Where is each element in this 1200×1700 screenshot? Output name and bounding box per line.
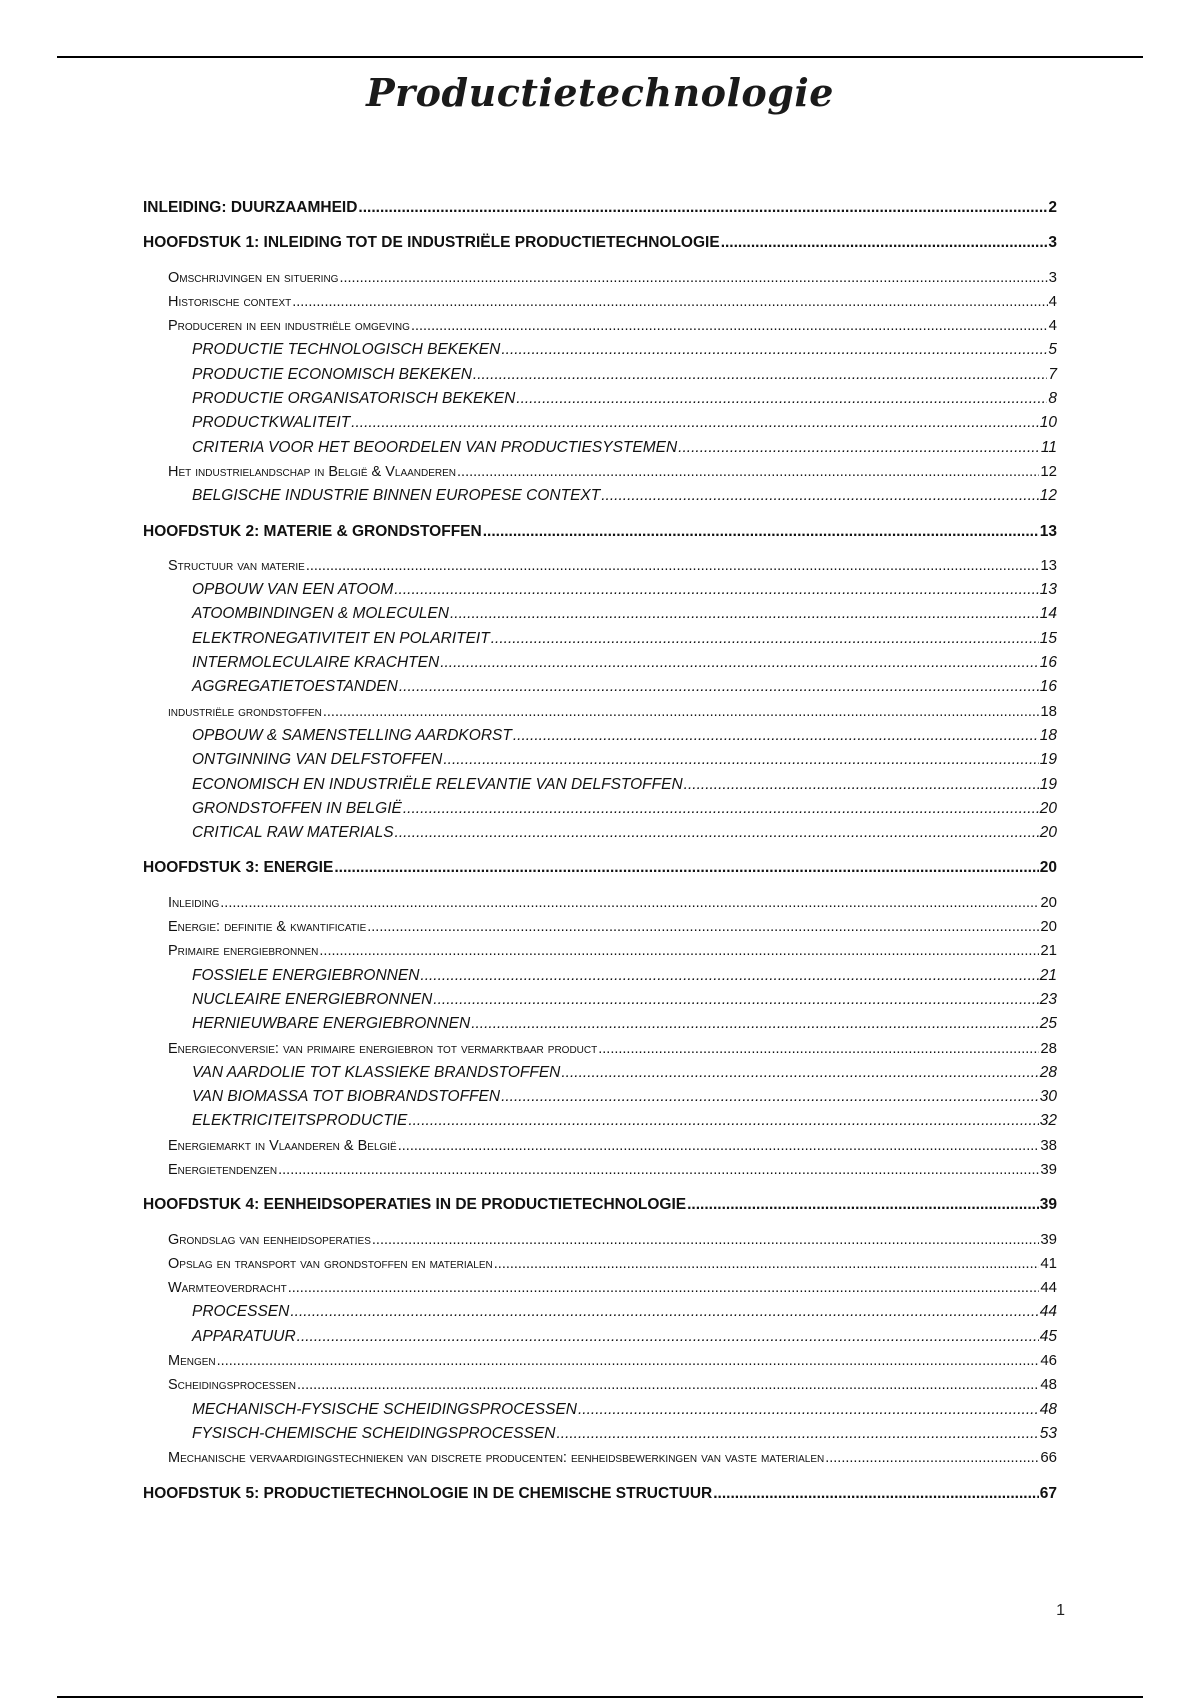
toc-entry-page-number: 19 bbox=[1039, 751, 1057, 769]
toc-entry-label: PRODUCTIE ORGANISATORISCH BEKEKEN bbox=[192, 390, 516, 408]
toc-entry-label: PROCESSEN bbox=[192, 1303, 290, 1321]
toc-entry-label: MECHANISCH-FYSISCHE SCHEIDINGSPROCESSEN bbox=[192, 1400, 577, 1418]
toc-entry-label: AGGREGATIETOESTANDEN bbox=[192, 678, 398, 696]
page-number: 1 bbox=[1056, 1602, 1065, 1619]
toc-section-entry[interactable] bbox=[143, 314, 1057, 338]
toc-dot-leader bbox=[494, 1252, 1040, 1276]
toc-section-entry[interactable] bbox=[143, 1373, 1057, 1397]
toc-subsection-entry[interactable] bbox=[143, 748, 1057, 772]
toc-subsection-entry[interactable] bbox=[143, 988, 1057, 1012]
toc-chapter-entry[interactable] bbox=[143, 1193, 1057, 1217]
toc-dot-leader bbox=[334, 856, 1038, 880]
toc-entry-page-number: 15 bbox=[1039, 629, 1057, 647]
toc-entry-label: PRODUCTIE ECONOMISCH BEKEKEN bbox=[192, 365, 472, 383]
toc-section-entry[interactable] bbox=[143, 1276, 1057, 1300]
toc-entry-label: Primaire energiebronnen bbox=[168, 943, 319, 960]
toc-section-entry[interactable] bbox=[143, 891, 1057, 915]
toc-subsection-entry[interactable] bbox=[143, 1012, 1057, 1036]
toc-entry-page-number: 21 bbox=[1039, 966, 1057, 984]
toc-dot-leader bbox=[297, 1373, 1039, 1397]
toc-entry-label: CRITICAL RAW MATERIALS bbox=[192, 824, 394, 842]
toc-chapter-entry[interactable] bbox=[143, 1482, 1057, 1506]
toc-section-entry[interactable] bbox=[143, 1349, 1057, 1373]
toc-entry-label: APPARATUUR bbox=[192, 1327, 296, 1345]
toc-entry-label: Structuur van materie bbox=[168, 557, 305, 574]
toc-entry-label: GRONDSTOFFEN IN BELGIË bbox=[192, 799, 402, 817]
toc-entry-page-number: 23 bbox=[1039, 990, 1057, 1008]
toc-dot-leader bbox=[217, 1349, 1040, 1373]
toc-entry-label: Opslag en transport van grondstoffen en materialen bbox=[168, 1255, 493, 1272]
toc-subsection-entry[interactable] bbox=[143, 821, 1057, 845]
toc-dot-leader bbox=[825, 1446, 1039, 1470]
toc-chapter-entry[interactable] bbox=[143, 196, 1057, 220]
toc-entry-page-number: 39 bbox=[1040, 1230, 1057, 1248]
toc-dot-leader bbox=[678, 436, 1040, 460]
toc-entry-label: industriële grondstoffen bbox=[168, 703, 322, 720]
toc-entry-page-number: 67 bbox=[1039, 1484, 1057, 1502]
toc-entry-page-number: 21 bbox=[1040, 942, 1057, 960]
toc-dot-leader bbox=[433, 988, 1038, 1012]
toc-subsection-entry[interactable] bbox=[143, 363, 1057, 387]
toc-entry-page-number: 10 bbox=[1039, 414, 1057, 432]
toc-entry-page-number: 20 bbox=[1040, 918, 1057, 936]
toc-entry-page-number: 41 bbox=[1040, 1254, 1057, 1272]
toc-dot-leader bbox=[561, 1061, 1038, 1085]
toc-subsection-entry[interactable] bbox=[143, 484, 1057, 508]
toc-dot-leader bbox=[598, 1037, 1039, 1061]
toc-subsection-entry[interactable] bbox=[143, 1061, 1057, 1085]
toc-subsection-entry[interactable] bbox=[143, 1422, 1057, 1446]
toc-dot-leader bbox=[471, 1012, 1039, 1036]
toc-dot-leader bbox=[483, 520, 1039, 544]
toc-entry-label: Mengen bbox=[168, 1353, 216, 1370]
toc-dot-leader bbox=[358, 196, 1047, 220]
toc-entry-label: OPBOUW VAN EEN ATOOM bbox=[192, 581, 394, 599]
toc-dot-leader bbox=[394, 578, 1039, 602]
toc-entry-page-number: 8 bbox=[1048, 390, 1057, 408]
toc-entry-page-number: 44 bbox=[1039, 1303, 1057, 1321]
toc-section-entry[interactable] bbox=[143, 1228, 1057, 1252]
toc-entry-page-number: 39 bbox=[1039, 1196, 1057, 1214]
bottom-rule bbox=[57, 1696, 1143, 1698]
toc-entry-label: FOSSIELE ENERGIEBRONNEN bbox=[192, 966, 420, 984]
toc-entry-label: INLEIDING: DUURZAAMHEID bbox=[143, 199, 358, 216]
toc-entry-page-number: 2 bbox=[1048, 199, 1057, 216]
toc-entry-label: Scheidingsprocessen bbox=[168, 1377, 297, 1394]
toc-dot-leader bbox=[319, 939, 1039, 963]
toc-subsection-entry[interactable] bbox=[143, 1300, 1057, 1324]
toc-dot-leader bbox=[721, 231, 1048, 255]
toc-entry-page-number: 32 bbox=[1039, 1112, 1057, 1130]
toc-section-entry[interactable] bbox=[143, 266, 1057, 290]
toc-dot-leader bbox=[501, 1085, 1039, 1109]
toc-dot-leader bbox=[403, 797, 1039, 821]
toc-entry-label: ATOOMBINDINGEN & MOLECULEN bbox=[192, 605, 449, 623]
toc-entry-label: Mechanische vervaardigingstechnieken van discrete producenten: eenheidsbewerkingen van vaste materialen bbox=[168, 1450, 825, 1467]
toc-dot-leader bbox=[399, 675, 1039, 699]
toc-entry-page-number: 3 bbox=[1048, 268, 1057, 286]
toc-dot-leader bbox=[220, 891, 1039, 915]
toc-dot-leader bbox=[372, 1228, 1039, 1252]
toc-entry-page-number: 25 bbox=[1039, 1015, 1057, 1033]
toc-section-entry[interactable] bbox=[143, 554, 1057, 578]
toc-entry-page-number: 48 bbox=[1040, 1376, 1057, 1394]
toc-entry-page-number: 13 bbox=[1039, 581, 1057, 599]
toc-chapter-entry[interactable] bbox=[143, 520, 1057, 544]
toc-dot-leader bbox=[473, 363, 1047, 387]
toc-chapter-entry[interactable] bbox=[143, 856, 1057, 880]
toc-dot-leader bbox=[398, 1134, 1040, 1158]
toc-dot-leader bbox=[339, 266, 1047, 290]
toc-dot-leader bbox=[278, 1158, 1039, 1182]
table-of-contents bbox=[143, 196, 1057, 1506]
toc-entry-page-number: 20 bbox=[1039, 799, 1057, 817]
toc-entry-label: HOOFDSTUK 2: MATERIE & GRONDSTOFFEN bbox=[143, 522, 482, 540]
toc-entry-label: HOOFDSTUK 1: INLEIDING TOT DE INDUSTRIËLE PRODUCTIETECHNOLOGIE bbox=[143, 234, 720, 252]
toc-entry-page-number: 38 bbox=[1040, 1136, 1057, 1154]
toc-subsection-entry[interactable] bbox=[143, 773, 1057, 797]
toc-entry-page-number: 28 bbox=[1040, 1039, 1057, 1057]
toc-dot-leader bbox=[395, 821, 1039, 845]
toc-dot-leader bbox=[556, 1422, 1038, 1446]
toc-entry-page-number: 19 bbox=[1039, 775, 1057, 793]
toc-subsection-entry[interactable] bbox=[143, 627, 1057, 651]
toc-entry-label: Historische context bbox=[168, 293, 292, 310]
toc-section-entry[interactable] bbox=[143, 1446, 1057, 1470]
top-rule bbox=[57, 56, 1143, 58]
document-title: Productietechnologie bbox=[366, 70, 834, 115]
toc-entry-page-number: 28 bbox=[1039, 1063, 1057, 1081]
toc-dot-leader bbox=[491, 627, 1039, 651]
toc-chapter-entry[interactable] bbox=[143, 231, 1057, 255]
toc-entry-page-number: 12 bbox=[1039, 487, 1057, 505]
toc-entry-page-number: 18 bbox=[1039, 726, 1057, 744]
toc-entry-label: Het industrielandschap in België & Vlaanderen bbox=[168, 463, 457, 480]
toc-entry-label: ELEKTRICITEITSPRODUCTIE bbox=[192, 1112, 408, 1130]
toc-entry-label: HOOFDSTUK 5: PRODUCTIETECHNOLOGIE IN DE CHEMISCHE STRUCTUUR bbox=[143, 1484, 713, 1502]
toc-entry-page-number: 13 bbox=[1039, 522, 1057, 540]
toc-entry-label: Grondslag van eenheidsoperaties bbox=[168, 1231, 371, 1248]
toc-subsection-entry[interactable] bbox=[143, 338, 1057, 362]
toc-entry-page-number: 16 bbox=[1039, 678, 1057, 696]
toc-dot-leader bbox=[351, 411, 1039, 435]
toc-entry-label: ONTGINNING VAN DELFSTOFFEN bbox=[192, 751, 443, 769]
toc-dot-leader bbox=[687, 1193, 1039, 1217]
toc-entry-label: ECONOMISCH EN INDUSTRIËLE RELEVANTIE VAN DELFSTOFFEN bbox=[192, 775, 683, 793]
toc-section-entry[interactable] bbox=[143, 1037, 1057, 1061]
toc-entry-label: VAN AARDOLIE TOT KLASSIEKE BRANDSTOFFEN bbox=[192, 1063, 561, 1081]
toc-entry-label: HERNIEUWBARE ENERGIEBRONNEN bbox=[192, 1015, 471, 1033]
toc-entry-page-number: 14 bbox=[1039, 605, 1057, 623]
toc-entry-page-number: 46 bbox=[1040, 1352, 1057, 1370]
toc-entry-label: INTERMOLECULAIRE KRACHTEN bbox=[192, 654, 440, 672]
toc-entry-label: Warmteoverdracht bbox=[168, 1280, 287, 1297]
toc-entry-label: Energietendenzen bbox=[168, 1161, 278, 1178]
toc-section-entry[interactable] bbox=[143, 1158, 1057, 1182]
toc-entry-label: Omschrijvingen en situering bbox=[168, 269, 339, 286]
toc-entry-page-number: 20 bbox=[1040, 893, 1057, 911]
toc-subsection-entry[interactable] bbox=[143, 797, 1057, 821]
toc-entry-page-number: 5 bbox=[1048, 341, 1057, 359]
toc-entry-label: CRITERIA VOOR HET BEOORDELEN VAN PRODUCTIESYSTEMEN bbox=[192, 438, 678, 456]
toc-subsection-entry[interactable] bbox=[143, 651, 1057, 675]
toc-subsection-entry[interactable] bbox=[143, 1325, 1057, 1349]
toc-section-entry[interactable] bbox=[143, 939, 1057, 963]
toc-entry-page-number: 44 bbox=[1040, 1279, 1057, 1297]
toc-dot-leader bbox=[513, 724, 1039, 748]
toc-section-entry[interactable] bbox=[143, 290, 1057, 314]
toc-dot-leader bbox=[323, 700, 1039, 724]
toc-entry-page-number: 12 bbox=[1040, 462, 1057, 480]
toc-entry-page-number: 45 bbox=[1039, 1327, 1057, 1345]
toc-dot-leader bbox=[420, 964, 1038, 988]
toc-subsection-entry[interactable] bbox=[143, 411, 1057, 435]
toc-dot-leader bbox=[367, 915, 1039, 939]
toc-entry-page-number: 39 bbox=[1040, 1160, 1057, 1178]
toc-dot-leader bbox=[601, 484, 1039, 508]
toc-subsection-entry[interactable] bbox=[143, 436, 1057, 460]
toc-dot-leader bbox=[713, 1482, 1039, 1506]
toc-dot-leader bbox=[306, 554, 1040, 578]
toc-entry-label: PRODUCTIE TECHNOLOGISCH BEKEKEN bbox=[192, 341, 501, 359]
toc-dot-leader bbox=[411, 314, 1048, 338]
toc-dot-leader bbox=[443, 748, 1038, 772]
toc-entry-page-number: 3 bbox=[1048, 234, 1057, 252]
toc-entry-page-number: 4 bbox=[1048, 317, 1057, 335]
toc-entry-label: Energiemarkt in Vlaanderen & België bbox=[168, 1137, 397, 1154]
toc-subsection-entry[interactable] bbox=[143, 964, 1057, 988]
toc-dot-leader bbox=[457, 460, 1039, 484]
toc-entry-page-number: 30 bbox=[1039, 1088, 1057, 1106]
toc-dot-leader bbox=[440, 651, 1039, 675]
toc-subsection-entry[interactable] bbox=[143, 1085, 1057, 1109]
toc-dot-leader bbox=[297, 1325, 1039, 1349]
toc-entry-page-number: 16 bbox=[1039, 654, 1057, 672]
toc-subsection-entry[interactable] bbox=[143, 602, 1057, 626]
toc-entry-label: HOOFDSTUK 3: ENERGIE bbox=[143, 859, 334, 877]
toc-entry-page-number: 48 bbox=[1039, 1400, 1057, 1418]
toc-entry-label: ELEKTRONEGATIVITEIT EN POLARITEIT bbox=[192, 629, 490, 647]
toc-dot-leader bbox=[684, 773, 1039, 797]
toc-section-entry[interactable] bbox=[143, 1134, 1057, 1158]
toc-dot-leader bbox=[450, 602, 1039, 626]
toc-entry-page-number: 7 bbox=[1048, 365, 1057, 383]
toc-section-entry[interactable] bbox=[143, 460, 1057, 484]
toc-entry-page-number: 20 bbox=[1039, 824, 1057, 842]
toc-section-entry[interactable] bbox=[143, 915, 1057, 939]
toc-dot-leader bbox=[516, 387, 1047, 411]
toc-entry-label: OPBOUW & SAMENSTELLING AARDKORST bbox=[192, 726, 512, 744]
toc-entry-label: FYSISCH-CHEMISCHE SCHEIDINGSPROCESSEN bbox=[192, 1424, 556, 1442]
toc-entry-label: Produceren in een industriële omgeving bbox=[168, 318, 410, 335]
toc-entry-page-number: 18 bbox=[1040, 702, 1057, 720]
toc-section-entry[interactable] bbox=[143, 1252, 1057, 1276]
toc-subsection-entry[interactable] bbox=[143, 387, 1057, 411]
toc-entry-page-number: 13 bbox=[1040, 556, 1057, 574]
toc-entry-label: VAN BIOMASSA TOT BIOBRANDSTOFFEN bbox=[192, 1088, 501, 1106]
toc-entry-label: Energieconversie: van primaire energiebron tot vermarktbaar product bbox=[168, 1040, 598, 1057]
toc-dot-leader bbox=[501, 338, 1047, 362]
toc-entry-label: Energie: definitie & kwantificatie bbox=[168, 919, 367, 936]
toc-entry-page-number: 53 bbox=[1039, 1424, 1057, 1442]
toc-dot-leader bbox=[290, 1300, 1038, 1324]
toc-entry-label: Inleiding bbox=[168, 894, 220, 911]
toc-dot-leader bbox=[408, 1109, 1038, 1133]
toc-entry-page-number: 66 bbox=[1040, 1449, 1057, 1467]
toc-section-entry[interactable] bbox=[143, 700, 1057, 724]
toc-entry-page-number: 20 bbox=[1039, 859, 1057, 877]
toc-entry-label: PRODUCTKWALITEIT bbox=[192, 414, 351, 432]
toc-subsection-entry[interactable] bbox=[143, 578, 1057, 602]
toc-entry-page-number: 11 bbox=[1040, 438, 1057, 456]
toc-subsection-entry[interactable] bbox=[143, 675, 1057, 699]
toc-entry-page-number: 4 bbox=[1048, 292, 1057, 310]
toc-subsection-entry[interactable] bbox=[143, 1398, 1057, 1422]
toc-dot-leader bbox=[578, 1398, 1039, 1422]
toc-dot-leader bbox=[288, 1276, 1040, 1300]
toc-subsection-entry[interactable] bbox=[143, 1109, 1057, 1133]
toc-subsection-entry[interactable] bbox=[143, 724, 1057, 748]
toc-entry-label: BELGISCHE INDUSTRIE BINNEN EUROPESE CONTEXT bbox=[192, 487, 601, 505]
toc-dot-leader bbox=[292, 290, 1047, 314]
toc-entry-label: HOOFDSTUK 4: EENHEIDSOPERATIES IN DE PRODUCTIETECHNOLOGIE bbox=[143, 1196, 687, 1214]
toc-entry-label: NUCLEAIRE ENERGIEBRONNEN bbox=[192, 990, 433, 1008]
